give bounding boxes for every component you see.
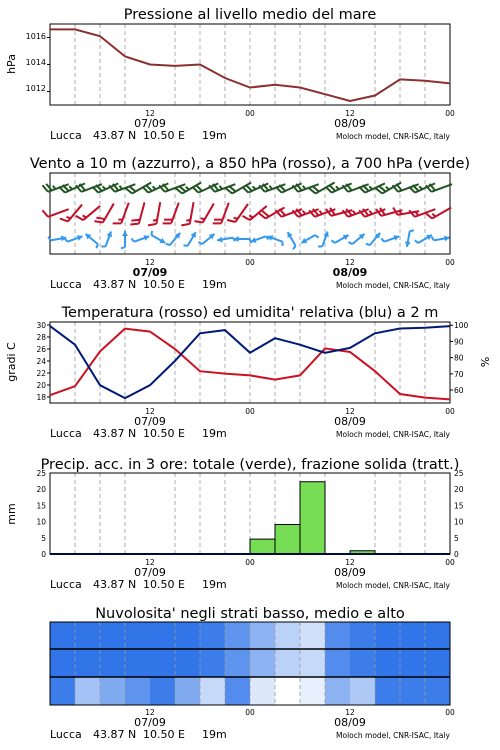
- cloud-cell: [200, 649, 226, 677]
- cloud-cell: [400, 649, 426, 677]
- wind-barb: [48, 236, 66, 242]
- cloud-cell: [75, 677, 101, 705]
- pressure-title: Pressione al livello medio del mare: [123, 7, 377, 23]
- location-elev: 19m: [202, 427, 227, 440]
- temp-ytick: 26: [36, 345, 46, 354]
- cloud-cell: [275, 622, 301, 649]
- precipitation-panel: [5, 457, 464, 591]
- cloud-cell: [175, 622, 201, 649]
- cloud-location: [50, 728, 451, 741]
- location-place: Lucca: [50, 728, 82, 741]
- temp-time-axis: [134, 407, 455, 428]
- location-lon: 10.50 E: [143, 427, 185, 440]
- wind-barb: [148, 202, 160, 225]
- pressure-yticks: [26, 32, 50, 93]
- humidity-ytick: 70: [454, 369, 464, 379]
- precip-bars: [225, 482, 375, 554]
- humidity-ytick: 100: [454, 321, 469, 331]
- date-label: 08/09: [334, 566, 366, 579]
- temp-ylabel: gradi C: [5, 342, 18, 382]
- precip-ytick: 20: [36, 485, 46, 495]
- time-tick-label: 12: [145, 558, 155, 567]
- wind-barb: [301, 235, 318, 243]
- cloud-cell: [375, 677, 401, 705]
- wind-barbs: [42, 183, 452, 250]
- pressure-ytick: 1016: [25, 32, 46, 41]
- wind-barb: [331, 235, 348, 243]
- location-elev: 19m: [202, 129, 227, 142]
- time-tick-label: 00: [445, 258, 455, 267]
- time-tick-label: 00: [245, 258, 255, 267]
- humidity-ylabel: %: [479, 356, 492, 368]
- cloud-cell: [150, 622, 176, 649]
- temp-yticks: [36, 321, 50, 402]
- cloud-cell: [200, 622, 226, 649]
- pressure-ytick: 1014: [25, 58, 46, 67]
- wind-barb: [348, 234, 364, 244]
- date-label: 07/09: [134, 117, 166, 130]
- wind-location: [50, 278, 451, 291]
- cloud-cell: [175, 649, 201, 677]
- location-place: Lucca: [50, 129, 82, 142]
- wind-barb: [42, 209, 68, 217]
- cloud-cell: [225, 649, 251, 677]
- cloud-time-axis: [134, 708, 455, 729]
- precip-ytick: 0: [41, 550, 46, 559]
- time-tick-label: 00: [245, 109, 255, 118]
- wind-barb: [131, 235, 149, 242]
- humidity-ytick: 60: [454, 386, 464, 396]
- temp-ytick: 20: [36, 381, 46, 390]
- wind-barb: [60, 205, 82, 222]
- cloud-cell: [300, 622, 326, 649]
- precip-ytick: 20: [454, 485, 464, 495]
- date-label: 08/09: [334, 716, 366, 729]
- location-lat: 43.87 N: [93, 578, 137, 591]
- time-tick-label: 12: [145, 407, 155, 416]
- time-tick-label: 12: [345, 558, 355, 567]
- cloud-cell: [350, 649, 376, 677]
- wind-barb: [426, 208, 452, 219]
- wind-barb: [426, 184, 452, 192]
- precip-yticks-right: [454, 469, 464, 559]
- wind-barb: [198, 234, 214, 244]
- pressure-ylabel: hPa: [5, 54, 18, 74]
- time-tick-label: 12: [345, 407, 355, 416]
- pressure-panel: [5, 7, 455, 142]
- cloud-cell: [50, 677, 76, 705]
- cloud-cell: [150, 649, 176, 677]
- precip-ytick: 5: [41, 533, 46, 543]
- cloud-cell: [375, 649, 401, 677]
- wind-barb: [130, 202, 144, 224]
- cloud-cell: [350, 622, 376, 649]
- location-lon: 10.50 E: [143, 578, 185, 591]
- location-elev: 19m: [202, 578, 227, 591]
- time-tick-label: 00: [445, 109, 455, 118]
- cloud-cell: [425, 622, 451, 649]
- cloud-cell: [425, 649, 451, 677]
- wind-barb: [183, 232, 195, 246]
- wind-barb: [217, 237, 235, 243]
- credit: Moloch model, CNR-ISAC, Italy: [336, 281, 450, 290]
- wind-barb: [405, 230, 414, 247]
- location-elev: 19m: [202, 728, 227, 741]
- location-place: Lucca: [50, 427, 82, 440]
- cloud-cell: [200, 677, 226, 705]
- time-tick-label: 00: [245, 558, 255, 567]
- humidity-yticks: [450, 321, 469, 395]
- wind-barb: [213, 203, 229, 224]
- wind-barb: [194, 203, 213, 222]
- cloud-cell: [300, 677, 326, 705]
- time-tick-label: 12: [145, 258, 155, 267]
- location-place: Lucca: [50, 578, 82, 591]
- wind-barb: [415, 235, 432, 243]
- location-lat: 43.87 N: [93, 129, 137, 142]
- pressure-ytick: 1012: [25, 84, 46, 93]
- cloud-cell: [250, 622, 276, 649]
- precip-yticks-left: [36, 469, 46, 559]
- humidity-ytick: 80: [454, 353, 464, 363]
- location-lon: 10.50 E: [143, 278, 185, 291]
- time-tick-label: 12: [145, 708, 155, 717]
- location-lon: 10.50 E: [143, 129, 185, 142]
- temperature-humidity-panel: [5, 305, 492, 440]
- date-label: 07/09: [134, 415, 166, 428]
- precip-ytick: 0: [454, 550, 459, 559]
- cloud-cell: [325, 677, 351, 705]
- wind-barb: [94, 203, 113, 222]
- cloud-cell: [125, 649, 151, 677]
- wind-barb: [163, 203, 179, 224]
- cloud-cell: [400, 677, 426, 705]
- cloud-cell: [100, 649, 126, 677]
- precip-bar: [250, 539, 275, 554]
- cloud-cell: [300, 649, 326, 677]
- precip-bar: [300, 482, 325, 554]
- pressure-frame: [50, 24, 450, 105]
- cloud-cell: [275, 649, 301, 677]
- humidity-ytick: 90: [454, 337, 464, 347]
- location-lat: 43.87 N: [93, 278, 137, 291]
- wind-title: Vento a 10 m (azzurro), a 850 hPa (rosso), a 700 hPa (verde): [29, 156, 471, 172]
- precip-time-axis: [134, 558, 455, 579]
- time-tick-label: 12: [145, 109, 155, 118]
- wind-time-axis: [133, 258, 455, 279]
- date-label: 07/09: [132, 266, 168, 279]
- wind-barb: [86, 234, 98, 248]
- cloud-cell: [375, 622, 401, 649]
- pressure-time-axis: [134, 109, 455, 130]
- wind-barb: [65, 235, 83, 242]
- wind-barb: [121, 231, 128, 249]
- wind-barb: [432, 236, 450, 242]
- credit: Moloch model, CNR-ISAC, Italy: [336, 581, 450, 590]
- temp-ytick: 28: [36, 333, 46, 342]
- time-tick-label: 00: [445, 407, 455, 416]
- wind-barb: [151, 231, 165, 243]
- cloud-cell: [150, 677, 176, 705]
- date-label: 07/09: [134, 566, 166, 579]
- cloud-cell: [400, 622, 426, 649]
- cloud-cell: [225, 677, 251, 705]
- precip-bar: [275, 525, 300, 554]
- pressure-grid: [75, 24, 425, 105]
- credit: Moloch model, CNR-ISAC, Italy: [336, 132, 450, 141]
- time-tick-label: 12: [345, 708, 355, 717]
- cloud-cell: [350, 677, 376, 705]
- precip-ytick: 25: [454, 469, 464, 478]
- cloud-cell: [275, 677, 301, 705]
- wind-panel: [30, 156, 470, 291]
- wind-barb: [318, 231, 329, 246]
- credit: Moloch model, CNR-ISAC, Italy: [336, 430, 450, 439]
- location-lat: 43.87 N: [93, 427, 137, 440]
- wind-barb: [234, 236, 252, 243]
- temp-ytick: 18: [36, 393, 46, 402]
- temp-ytick: 30: [36, 321, 46, 330]
- cloud-cell: [250, 649, 276, 677]
- precip-location: [50, 578, 451, 591]
- time-tick-label: 00: [245, 407, 255, 416]
- time-tick-label: 12: [345, 109, 355, 118]
- wind-barb: [113, 203, 129, 224]
- cloud-cell: [75, 622, 101, 649]
- wind-barb: [381, 235, 399, 242]
- wind-barb: [288, 232, 296, 249]
- cloud-cell: [325, 622, 351, 649]
- precip-ytick: 10: [454, 517, 464, 527]
- pressure-location: [50, 129, 451, 142]
- location-elev: 19m: [202, 278, 227, 291]
- cloud-panel: [50, 606, 455, 741]
- temp-title: Temperatura (rosso) ed umidita' relativa (blu) a 2 m: [61, 305, 439, 321]
- cloud-cell: [125, 622, 151, 649]
- cloud-cell: [75, 649, 101, 677]
- time-tick-label: 12: [345, 258, 355, 267]
- date-label: 07/09: [134, 716, 166, 729]
- cloud-cell: [100, 622, 126, 649]
- precip-ytick: 25: [36, 469, 46, 478]
- wind-barb: [366, 233, 380, 245]
- cloud-cell: [50, 649, 76, 677]
- precip-ylabel: mm: [5, 503, 18, 525]
- precip-ytick: 5: [454, 533, 459, 543]
- temp-location: [50, 427, 451, 440]
- cloud-cell: [250, 677, 276, 705]
- cloud-cell: [125, 677, 151, 705]
- date-label: 08/09: [332, 266, 368, 279]
- cloud-title: Nuvolosita' negli strati basso, medio e alto: [95, 606, 405, 622]
- date-label: 08/09: [334, 415, 366, 428]
- cloud-cell: [425, 677, 451, 705]
- precip-ytick: 15: [454, 501, 464, 511]
- time-tick-label: 00: [245, 708, 255, 717]
- cloud-cell: [50, 622, 76, 649]
- cloud-cell: [225, 622, 251, 649]
- time-tick-label: 00: [445, 558, 455, 567]
- wind-barb: [101, 231, 112, 246]
- cloud-cell: [100, 677, 126, 705]
- location-lat: 43.87 N: [93, 728, 137, 741]
- wind-barb: [166, 233, 180, 245]
- location-place: Lucca: [50, 278, 82, 291]
- cloud-cell: [175, 677, 201, 705]
- precip-ytick: 10: [36, 517, 46, 527]
- cloud-cell: [325, 649, 351, 677]
- precip-ytick: 15: [36, 501, 46, 511]
- date-label: 08/09: [334, 117, 366, 130]
- credit: Moloch model, CNR-ISAC, Italy: [336, 731, 450, 740]
- location-lon: 10.50 E: [143, 728, 185, 741]
- temp-ytick: 24: [36, 357, 46, 366]
- wind-barb: [181, 202, 193, 225]
- precip-title: Precip. acc. in 3 ore: totale (verde), frazione solida (tratt.): [40, 457, 460, 473]
- wind-barb: [251, 236, 269, 243]
- time-tick-label: 00: [445, 708, 455, 717]
- wind-barb: [227, 204, 248, 222]
- temp-ytick: 22: [36, 369, 46, 378]
